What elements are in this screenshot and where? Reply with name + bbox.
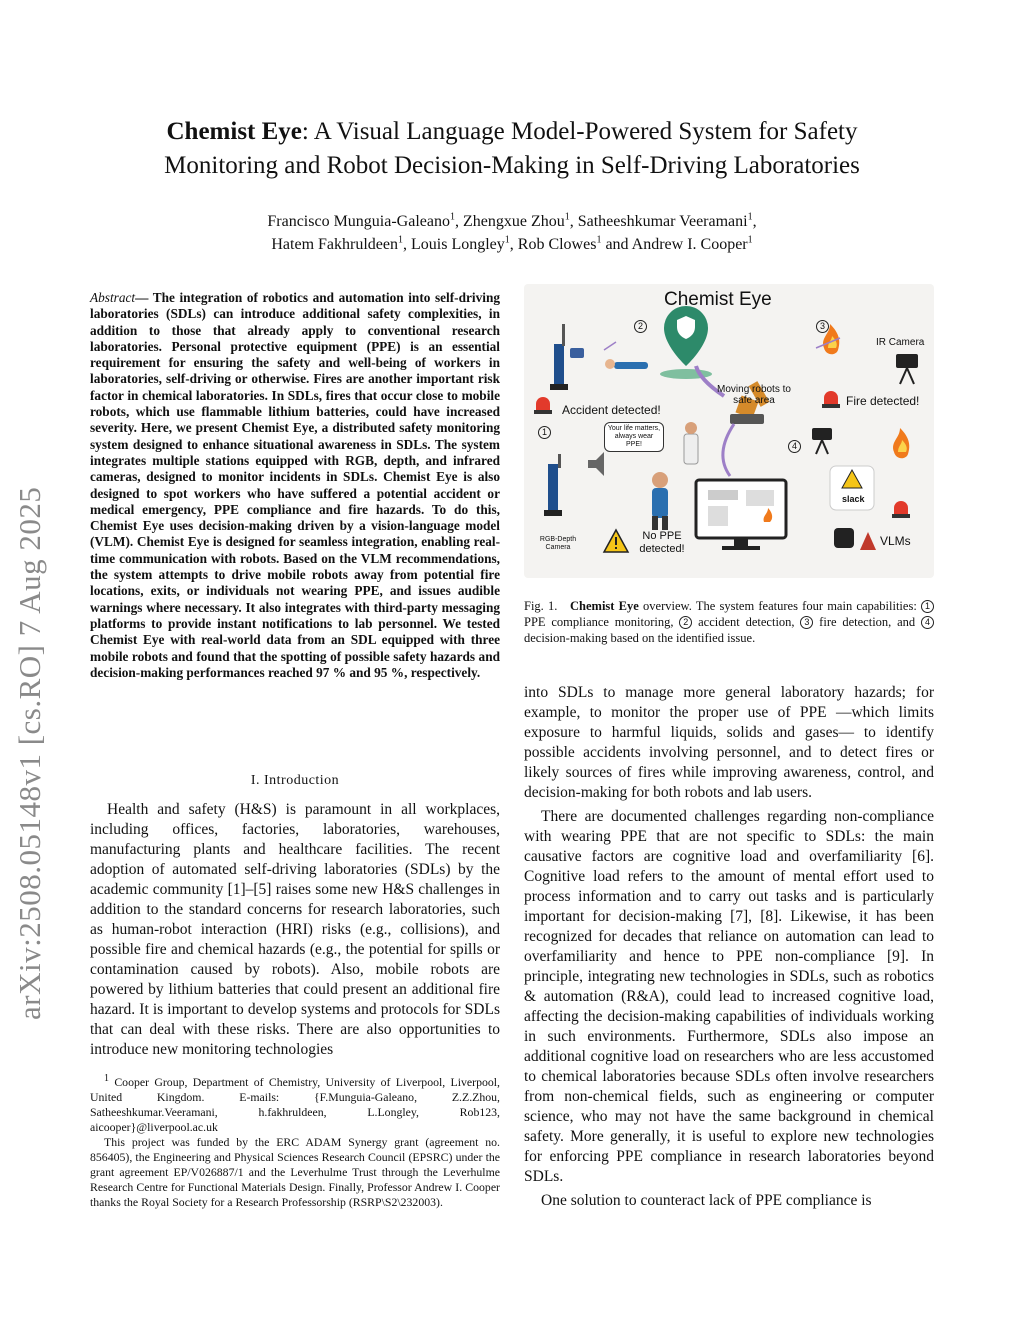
author-list: Francisco Munguia-Galeano$^1$, Zhengxue Zhou$^1$, Satheeshkumar Veeramani$^1$, Hatem Fakhruldeen$^1$, Louis Longley$^1$, Rob Clowes$^1$ and Andrew I. Cooper$^1$ [267, 211, 757, 253]
author: Andrew I. Cooper [631, 236, 748, 253]
abstract [90, 290, 500, 681]
ir-camera-label: IR Camera [876, 337, 925, 348]
title-line1: : A Visual Language Model-Powered System for Safety [301, 118, 858, 145]
section-heading: I. Introduction [250, 773, 340, 788]
author: Louis Longley [411, 236, 505, 253]
step-marker: 3 [816, 320, 829, 333]
figure-caption: Fig. 1. Chemist Eye overview. The system features four main capabilities: 1 PPE compliance monitoring, 2 accident detection, 3 fire detection, and 4 decision-making based on the identified issue. [524, 598, 934, 646]
author: Hatem Fakhruldeen [271, 236, 398, 253]
figure-illustration [524, 284, 934, 578]
moving-robots-label: Moving robots to safe area [717, 384, 791, 406]
author: Rob Clowes [517, 236, 597, 253]
step-marker: 4 [788, 440, 801, 453]
step-marker: 2 [634, 320, 647, 333]
title-line2: Monitoring and Robot Decision-Making in Self-Driving Laboratories [164, 152, 860, 179]
funding-footnote: This project was funded by the ERC ADAM Synergy grant (agreement no. 856405), the Engineering and Physical Sciences Research Council (EPSRC) under the grant agreement EP/V026887/1 and the Leverhulme Trust through the Leverhulme Research Centre for Functional Materials Design. Finally, Professor Andrew I. Cooper thanks the Royal Society for a Research Professorship (RSRP\S2\232003). [90, 1135, 500, 1209]
paragraph: One solution to counteract lack of PPE compliance is [541, 1192, 872, 1209]
abstract-label: Abstract [90, 290, 136, 305]
rgb-camera-label: RGB-Depth Camera [539, 536, 577, 551]
intro-right-column [524, 683, 934, 1211]
vlms-label: VLMs [880, 534, 911, 548]
author: Francisco Munguia-Galeano [267, 213, 450, 230]
paper-title [80, 115, 944, 183]
affiliation-footnote: $^1$ Cooper Group, Department of Chemistry, University of Liverpool, Liverpool, United Kingdom. E-mails: {F.Munguia-Galeano, Z.Z.Zhou, Satheeshkumar.Veeramani, h.fakhruldeen, L.Longley, Rob123, aicooper}@liverpool.ac.uk [90, 1073, 500, 1134]
speech-bubble: Your life matters, always wear PPE! [604, 422, 664, 452]
slack-label: slack [842, 494, 865, 504]
overview-figure [524, 284, 934, 578]
author: Zhengxue Zhou [462, 213, 565, 230]
paragraph: There are documented challenges regarding non-compliance with wearing PPE that are not specific to SDLs: the main causative factors are cognitive load and overfamiliarity [6]. Cognitive load refers to the amount of mental effort used to process information and to carry out tasks and is particularly important for decision-making [7], [8]. Likewise, it has been recognized for decades that reliance on automation can lead to overfamiliarity and hence to PPE non-compliance [9]. In principle, integrating new technologies in SDLs, such as robotics & automation (R&A), could lead to increased cognitive load, affecting the decision-making capabilities of individuals working in such environments. Furthermore, SDLs also impose an additional cognitive load on researchers who are less accustomed to chemical laboratories because SDLs often involve researchers from non-chemical fields, such as engineering or computer science, who may not have the same background in chemical safety. More generally, it is useful to explore new technologies for enforcing PPE compliance in research laboratories beyond SDLs. [524, 808, 934, 1185]
paragraph: Health and safety (H&S) is paramount in all workplaces, including offices, factories, laboratories, warehouses, manufacturing plants and healthcare facilities. The recent adoption of automated self-driving laboratories (SDLs) by the academic community [1]–[5] raises some new H&S challenges in addition to the standard concerns for research laboratories, such as human-robot interaction (HRI) risks (e.g., collisions), and possible fire and chemical hazards (e.g., the potential for spills or contamination caused by robots). Also, mobile robots are powered by lithium batteries that could present an additional fire hazard. It is important to develop systems and protocols for SDLs that can deal with these risks. There are also opportunities to introduce new monitoring technologies [90, 801, 500, 1058]
intro-left-column [90, 800, 500, 1060]
step-marker: 1 [538, 426, 551, 439]
footnotes [90, 1075, 500, 1210]
figure-title: Chemist Eye [664, 289, 772, 310]
abstract-text: — The integration of robotics and automation into self-driving laboratories (SDLs) can introduce additional safety complexities, in addition to those that already apply to conventional research laboratories. Personal protective equipment (PPE) is an essential requirement for ensuring the safety and well-being of workers in laboratories, self-driving or otherwise. Fires are another important risk factor in chemical laboratories. In SDLs, fires that occur close to mobile robots, which use flammable lithium batteries, could have increased severity. Here, we present Chemist Eye, a distributed safety monitoring system designed to enhance situational awareness in SDLs. The system integrates multiple stations equipped with RGB, depth, and infrared cameras, designed to monitor incidents in SDLs. Chemist Eye is also designed to spot workers who have suffered a potential accident or medical emergency, PPE compliance and fire hazards. To do this, Chemist Eye uses decision-making driven by a vision-language model (VLM). Chemist Eye is designed for seamless integration, enabling real-time communication with robots. Based on the VLM recommendations, the system attempts to drive mobile robots away from potential fire locations, exits, or individuals not wearing PPE, and issues audible warnings where necessary. It also integrates with third-party messaging platforms to provide instant notifications to lab personnel. We tested Chemist Eye with real-world data from an SDL equipped with three mobile robots and found that the spotting of possible safety hazards and decision-making performances reached 97 % and 95 %, respectively. [90, 290, 500, 680]
no-ppe-label: No PPE detected! [639, 530, 685, 555]
arxiv-identifier: arXiv:2508.05148v1 [cs.RO] 7 Aug 2025 [12, 486, 47, 1020]
fire-label: Fire detected! [846, 394, 920, 408]
title-bold: Chemist Eye [166, 118, 302, 145]
author: Satheeshkumar Veeramani [577, 213, 748, 230]
paragraph: into SDLs to manage more general laboratory hazards; for example, to monitor the proper use of PPE —which limits exposure to harmful liquids, solids and gases— to identify possible accidents involving personnel, and to detect fires or likely sources of fires while improving awareness, control, and decision-making for both robots and lab users. [524, 684, 934, 801]
accident-label: Accident detected! [562, 403, 661, 417]
